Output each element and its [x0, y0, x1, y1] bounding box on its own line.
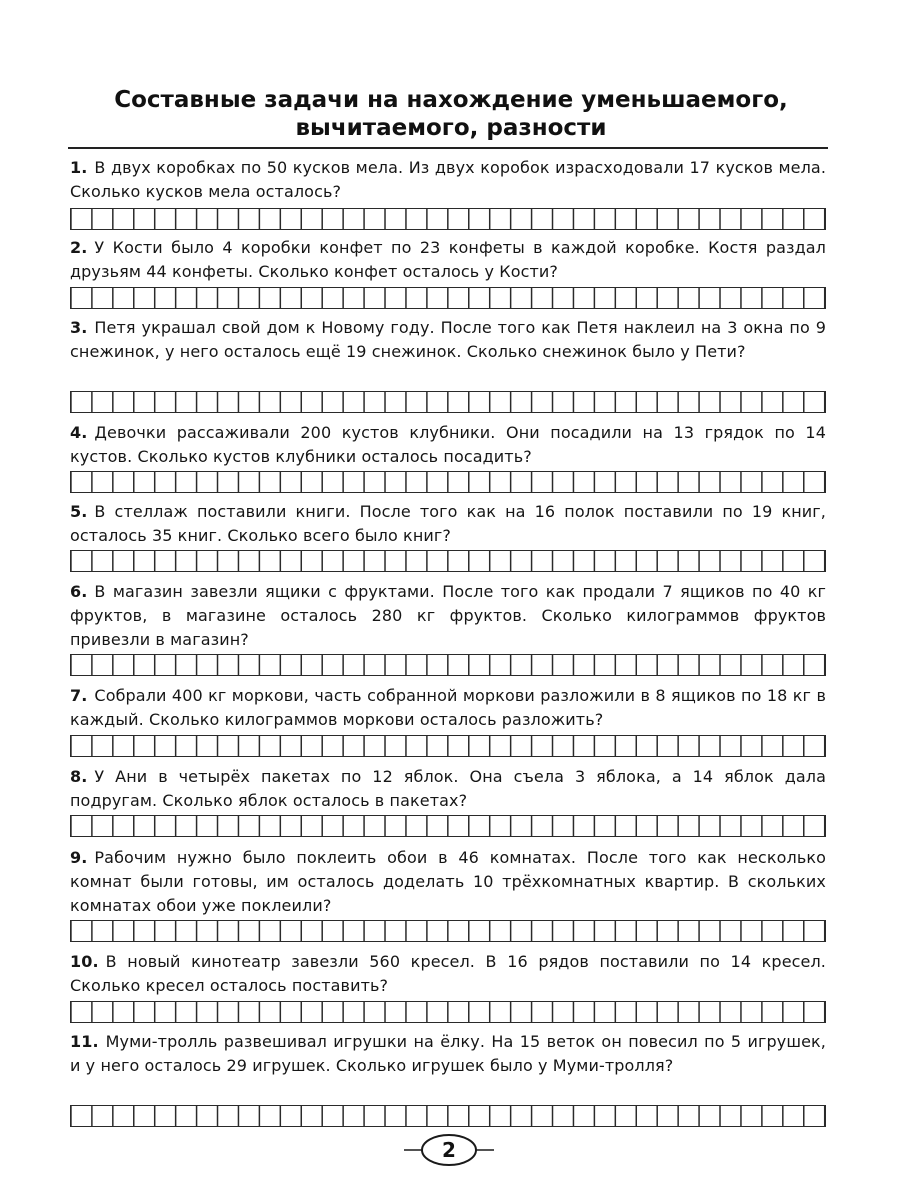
answer-grid[interactable]	[70, 815, 826, 837]
problem-text	[70, 842, 826, 918]
problem-body: Девочки рассаживали 200 кустов клубники. Они посадили на 13 грядок по 14 кустов. Сколько кустов клубники осталось посадить?	[70, 423, 826, 466]
answer-grid[interactable]	[70, 471, 826, 493]
answer-grid[interactable]	[70, 550, 826, 572]
problem-text	[70, 1026, 826, 1078]
problem-number: 2.	[70, 238, 88, 257]
answer-grid[interactable]	[70, 654, 826, 676]
problem-number: 8.	[70, 767, 88, 786]
title-line-2: вычитаемого, разности	[295, 115, 607, 141]
problem-11	[70, 1026, 826, 1078]
problem-text	[70, 417, 826, 469]
problem-body: В магазин завезли ящики с фруктами. После того как продали 7 ящиков по 40 кг фруктов, в магазине осталось 280 кг фруктов. Сколько килограммов фруктов привезли в магазин?	[70, 582, 826, 649]
page-title	[72, 86, 830, 142]
problem-body: Петя украшал свой дом к Новому году. После того как Петя наклеил на 3 окна по 9 снежинок, у него осталось ещё 19 снежинок. Сколько снежинок было у Пети?	[70, 318, 826, 361]
problem-body: В двух коробках по 50 кусков мела. Из двух коробок израсходовали 17 кусков мела. Сколько кусков мела осталось?	[70, 158, 826, 201]
problem-number: 6.	[70, 582, 88, 601]
problem-body: У Кости было 4 коробки конфет по 23 конфеты в каждой коробке. Костя раздал друзьям 44 конфеты. Сколько конфет осталось у Кости?	[70, 238, 826, 281]
problem-2	[70, 232, 826, 284]
problem-body: Муми-тролль развешивал игрушки на ёлку. На 15 веток он повесил по 5 игрушек, и у него осталось 29 игрушек. Сколько игрушек было у Муми-тролля?	[70, 1032, 826, 1075]
problem-text	[70, 680, 826, 732]
problem-10	[70, 946, 826, 998]
answer-grid[interactable]	[70, 1001, 826, 1023]
problem-text	[70, 232, 826, 284]
problem-number: 7.	[70, 686, 88, 705]
problem-text	[70, 312, 826, 364]
problem-text	[70, 761, 826, 813]
problem-9	[70, 842, 826, 918]
page-number: 2	[442, 1138, 456, 1162]
problem-number: 3.	[70, 318, 88, 337]
title-line-1: Составные задачи на нахождение уменьшаемого,	[114, 87, 788, 113]
problem-text	[70, 496, 826, 548]
problem-1	[70, 152, 826, 204]
problem-body: Собрали 400 кг моркови, часть собранной моркови разложили в 8 ящиков по 18 кг в каждый. Сколько килограммов моркови осталось разложить?	[70, 686, 826, 729]
answer-grid[interactable]	[70, 735, 826, 757]
problem-7	[70, 680, 826, 732]
answer-grid[interactable]	[70, 920, 826, 942]
problem-text	[70, 946, 826, 998]
problem-3	[70, 312, 826, 364]
answer-grid[interactable]	[70, 208, 826, 230]
problem-4	[70, 417, 826, 469]
problem-5	[70, 496, 826, 548]
problem-body: Рабочим нужно было поклеить обои в 46 комнатах. После того как несколько комнат были готовы, им осталось доделать 10 трёхкомнатных квартир. В скольких комнатах обои уже поклеили?	[70, 848, 826, 915]
problem-number: 10.	[70, 952, 99, 971]
problem-body: В новый кинотеатр завезли 560 кресел. В 16 рядов поставили по 14 кресел. Сколько кресел осталось поставить?	[70, 952, 826, 995]
problem-text	[70, 152, 826, 204]
problem-text	[70, 576, 826, 652]
problem-body: В стеллаж поставили книги. После того как на 16 полок поставили по 19 книг, осталось 35 книг. Сколько всего было книг?	[70, 502, 826, 545]
problem-6	[70, 576, 826, 652]
answer-grid[interactable]	[70, 391, 826, 413]
problem-number: 5.	[70, 502, 88, 521]
problem-number: 4.	[70, 423, 88, 442]
answer-grid[interactable]	[70, 1105, 826, 1127]
problem-number: 11.	[70, 1032, 99, 1051]
problem-8	[70, 761, 826, 813]
problem-body: У Ани в четырёх пакетах по 12 яблок. Она съела 3 яблока, а 14 яблок дала подругам. Сколько яблок осталось в пакетах?	[70, 767, 826, 810]
title-underline	[68, 147, 828, 149]
problem-number: 9.	[70, 848, 88, 867]
answer-grid[interactable]	[70, 287, 826, 309]
problem-number: 1.	[70, 158, 88, 177]
